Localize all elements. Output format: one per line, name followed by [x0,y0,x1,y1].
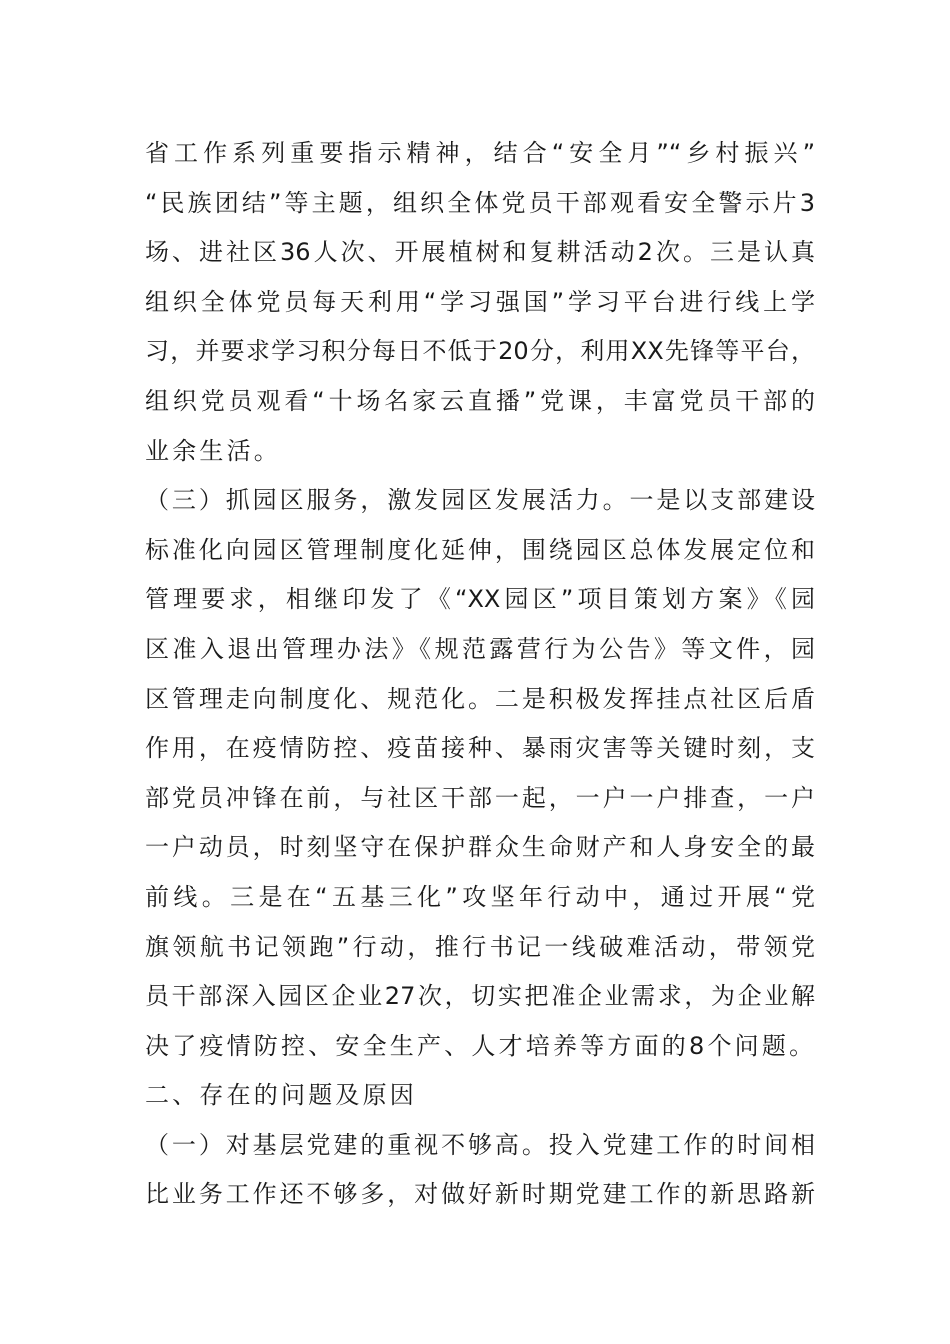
body-text [145,129,815,1220]
text-line: 组织党员观看“十场名家云直播”党课，丰富党员干部的 [145,386,815,415]
text-line: 区准入退出管理办法》《规范露营行为公告》等文件，园 [145,634,815,663]
text-line: 业余生活。 [145,436,281,465]
text-line: 前线。三是在“五基三化”攻坚年行动中，通过开展“党 [145,882,815,911]
text-line: 部党员冲锋在前，与社区干部一起，一户一户排查，一户 [145,783,815,812]
text-line: “民族团结”等主题，组织全体党员干部观看安全警示片3 [145,188,815,217]
section-heading: 二、存在的问题及原因 [145,1081,417,1110]
text-line: 作用，在疫情防控、疫苗接种、暴雨灾害等关键时刻，支 [145,734,815,763]
text-line: 决了疫情防控、安全生产、人才培养等方面的8个问题。 [145,1031,817,1060]
text-line: 场、进社区36人次、开展植树和复耕活动2次。三是认真 [145,238,815,267]
text-line: 员干部深入园区企业27次，切实把准企业需求，为企业解 [145,982,815,1011]
text-line: 标准化向园区管理制度化延伸，围绕园区总体发展定位和 [145,535,815,564]
text-line: 比业务工作还不够多，对做好新时期党建工作的新思路新 [145,1180,815,1209]
text-line: 组织全体党员每天利用“学习强国”学习平台进行线上学 [145,287,815,316]
text-line: 习，并要求学习积分每日不低于20分，利用XX先锋等平台， [145,337,815,366]
text-line: 旗领航书记领跑”行动，推行书记一线破难活动，带领党 [145,932,815,961]
text-line: （一）对基层党建的重视不够高。投入党建工作的时间相 [145,1130,815,1159]
text-line: 省工作系列重要指示精神，结合“安全月”“乡村振兴” [145,139,815,167]
text-line: 管理要求，相继印发了《“XX园区”项目策划方案》《园 [145,585,815,614]
text-line: 区管理走向制度化、规范化。二是积极发挥挂点社区后盾 [145,684,815,713]
text-line: 一户动员，时刻坚守在保护群众生命财产和人身安全的最 [145,833,815,862]
text-line: （三）抓园区服务，激发园区发展活力。一是以支部建设 [145,486,815,515]
